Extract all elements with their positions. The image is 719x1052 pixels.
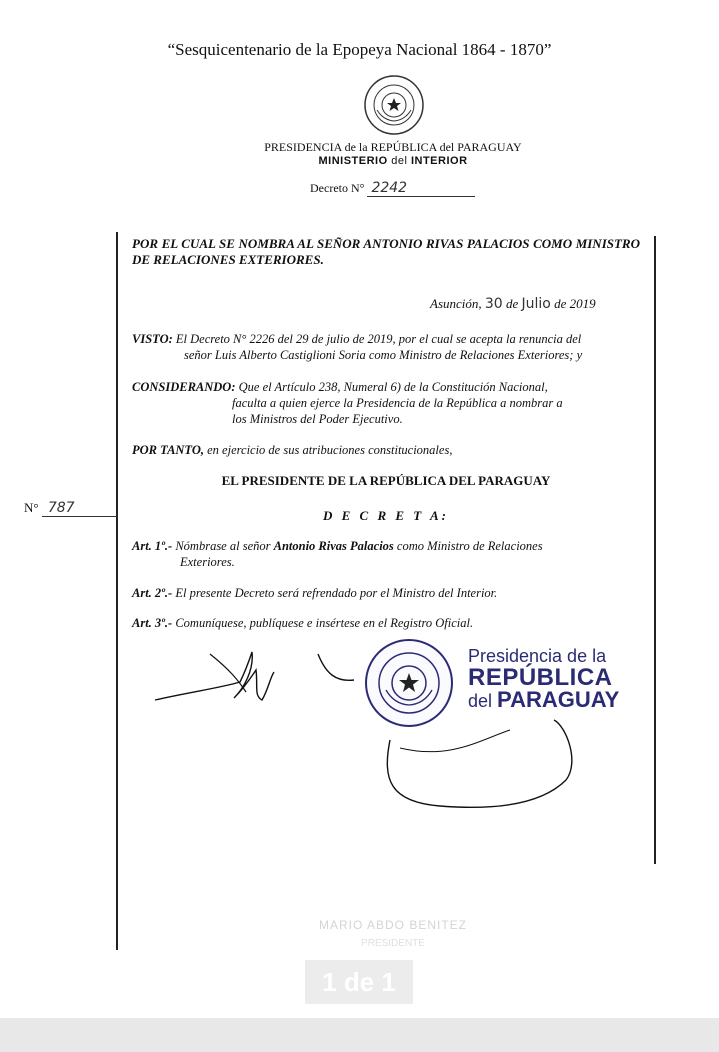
presidente-heading: EL PRESIDENTE DE LA REPÚBLICA DEL PARAGUAY <box>221 473 551 488</box>
institution-line-2 <box>0 155 719 167</box>
considerando-paragraph <box>132 379 640 427</box>
decreto-number-line <box>310 180 475 197</box>
logo-del: del <box>468 691 493 711</box>
date-year: de 2019 <box>554 296 596 311</box>
ministry-word: MINISTERIO <box>318 155 388 167</box>
left-margin-rule <box>116 232 118 950</box>
decreto-number: 2242 <box>367 180 475 197</box>
institution-line-1: PRESIDENCIA de la REPÚBLICA del PARAGUAY <box>264 140 522 154</box>
visto-paragraph <box>132 331 640 363</box>
por-tanto-label: POR TANTO, <box>132 443 204 457</box>
date-month: Julio <box>521 296 551 312</box>
article-1-line-2: Exteriores. <box>180 555 235 569</box>
considerando-label: CONSIDERANDO: <box>132 380 236 394</box>
decreta-heading: D E C R E T A: <box>322 508 450 523</box>
logo-line-3 <box>468 687 620 712</box>
motto: “Sesquicentenario de la Epopeya Nacional 1864 - 1870” <box>167 40 552 59</box>
logo-line-1: Presidencia de la <box>468 646 607 666</box>
dateline <box>430 296 596 312</box>
por-tanto-paragraph <box>132 442 640 458</box>
presidency-logo <box>468 646 619 711</box>
article-1-name: Antonio Rivas Palacios <box>273 539 394 553</box>
left-register-number <box>24 500 118 517</box>
considerando-line-3: los Ministros del Poder Ejecutivo. <box>232 412 403 426</box>
national-seal-icon <box>363 74 425 136</box>
article-2 <box>132 585 640 601</box>
page-counter: 1 de 1 <box>305 960 413 1004</box>
article-1 <box>132 538 640 570</box>
logo-line-2: REPÚBLICA <box>468 664 613 691</box>
article-1-pre: Nómbrase al señor <box>175 539 271 553</box>
decree-title: POR EL CUAL SE NOMBRA AL SEÑOR ANTONIO RIVAS PALACIOS COMO MINISTRO DE RELACIONES EXTERIORES. <box>132 236 640 267</box>
date-place: Asunción, <box>430 296 482 311</box>
signatory-title-watermark: PRESIDENTE <box>361 938 425 949</box>
ministry-del: del <box>391 155 408 167</box>
article-2-text: El presente Decreto será refrendado por el Ministro del Interior. <box>175 586 498 600</box>
ministry-interior: INTERIOR <box>410 155 468 167</box>
left-number-label: N° <box>24 500 39 515</box>
date-de: de <box>505 296 519 311</box>
article-3-text: Comuníquese, publíquese e insértese en el Registro Oficial. <box>175 616 474 630</box>
visto-label: VISTO: <box>132 332 173 346</box>
date-day: 30 <box>484 296 503 312</box>
signatory-name-watermark: MARIO ABDO BENITEZ <box>318 918 468 932</box>
left-number-value: 787 <box>42 500 118 517</box>
article-1-post: como Ministro de Relaciones <box>396 539 543 553</box>
visto-line-2: señor Luis Alberto Castiglioni Soria como Ministro de Relaciones Exteriores; y <box>184 348 583 362</box>
decreto-label: Decreto N° <box>310 181 365 195</box>
por-tanto-text: en ejercicio de sus atribuciones constitucionales, <box>207 443 453 457</box>
presidency-seal-icon <box>364 638 454 728</box>
logo-paraguay: PARAGUAY <box>497 687 620 712</box>
right-margin-rule <box>654 236 656 864</box>
viewer-bottom-bar <box>0 1018 719 1052</box>
article-3-label: Art. 3º.- <box>132 616 173 630</box>
article-2-label: Art. 2º.- <box>132 586 173 600</box>
article-1-label: Art. 1º.- <box>132 539 173 553</box>
visto-line-1: El Decreto N° 2226 del 29 de julio de 2019, por el cual se acepta la renuncia del <box>175 332 582 346</box>
considerando-line-2: faculta a quien ejerce la Presidencia de la República a nombrar a <box>232 396 563 410</box>
considerando-line-1: Que el Artículo 238, Numeral 6) de la Constitución Nacional, <box>238 380 548 394</box>
article-3 <box>132 615 640 631</box>
